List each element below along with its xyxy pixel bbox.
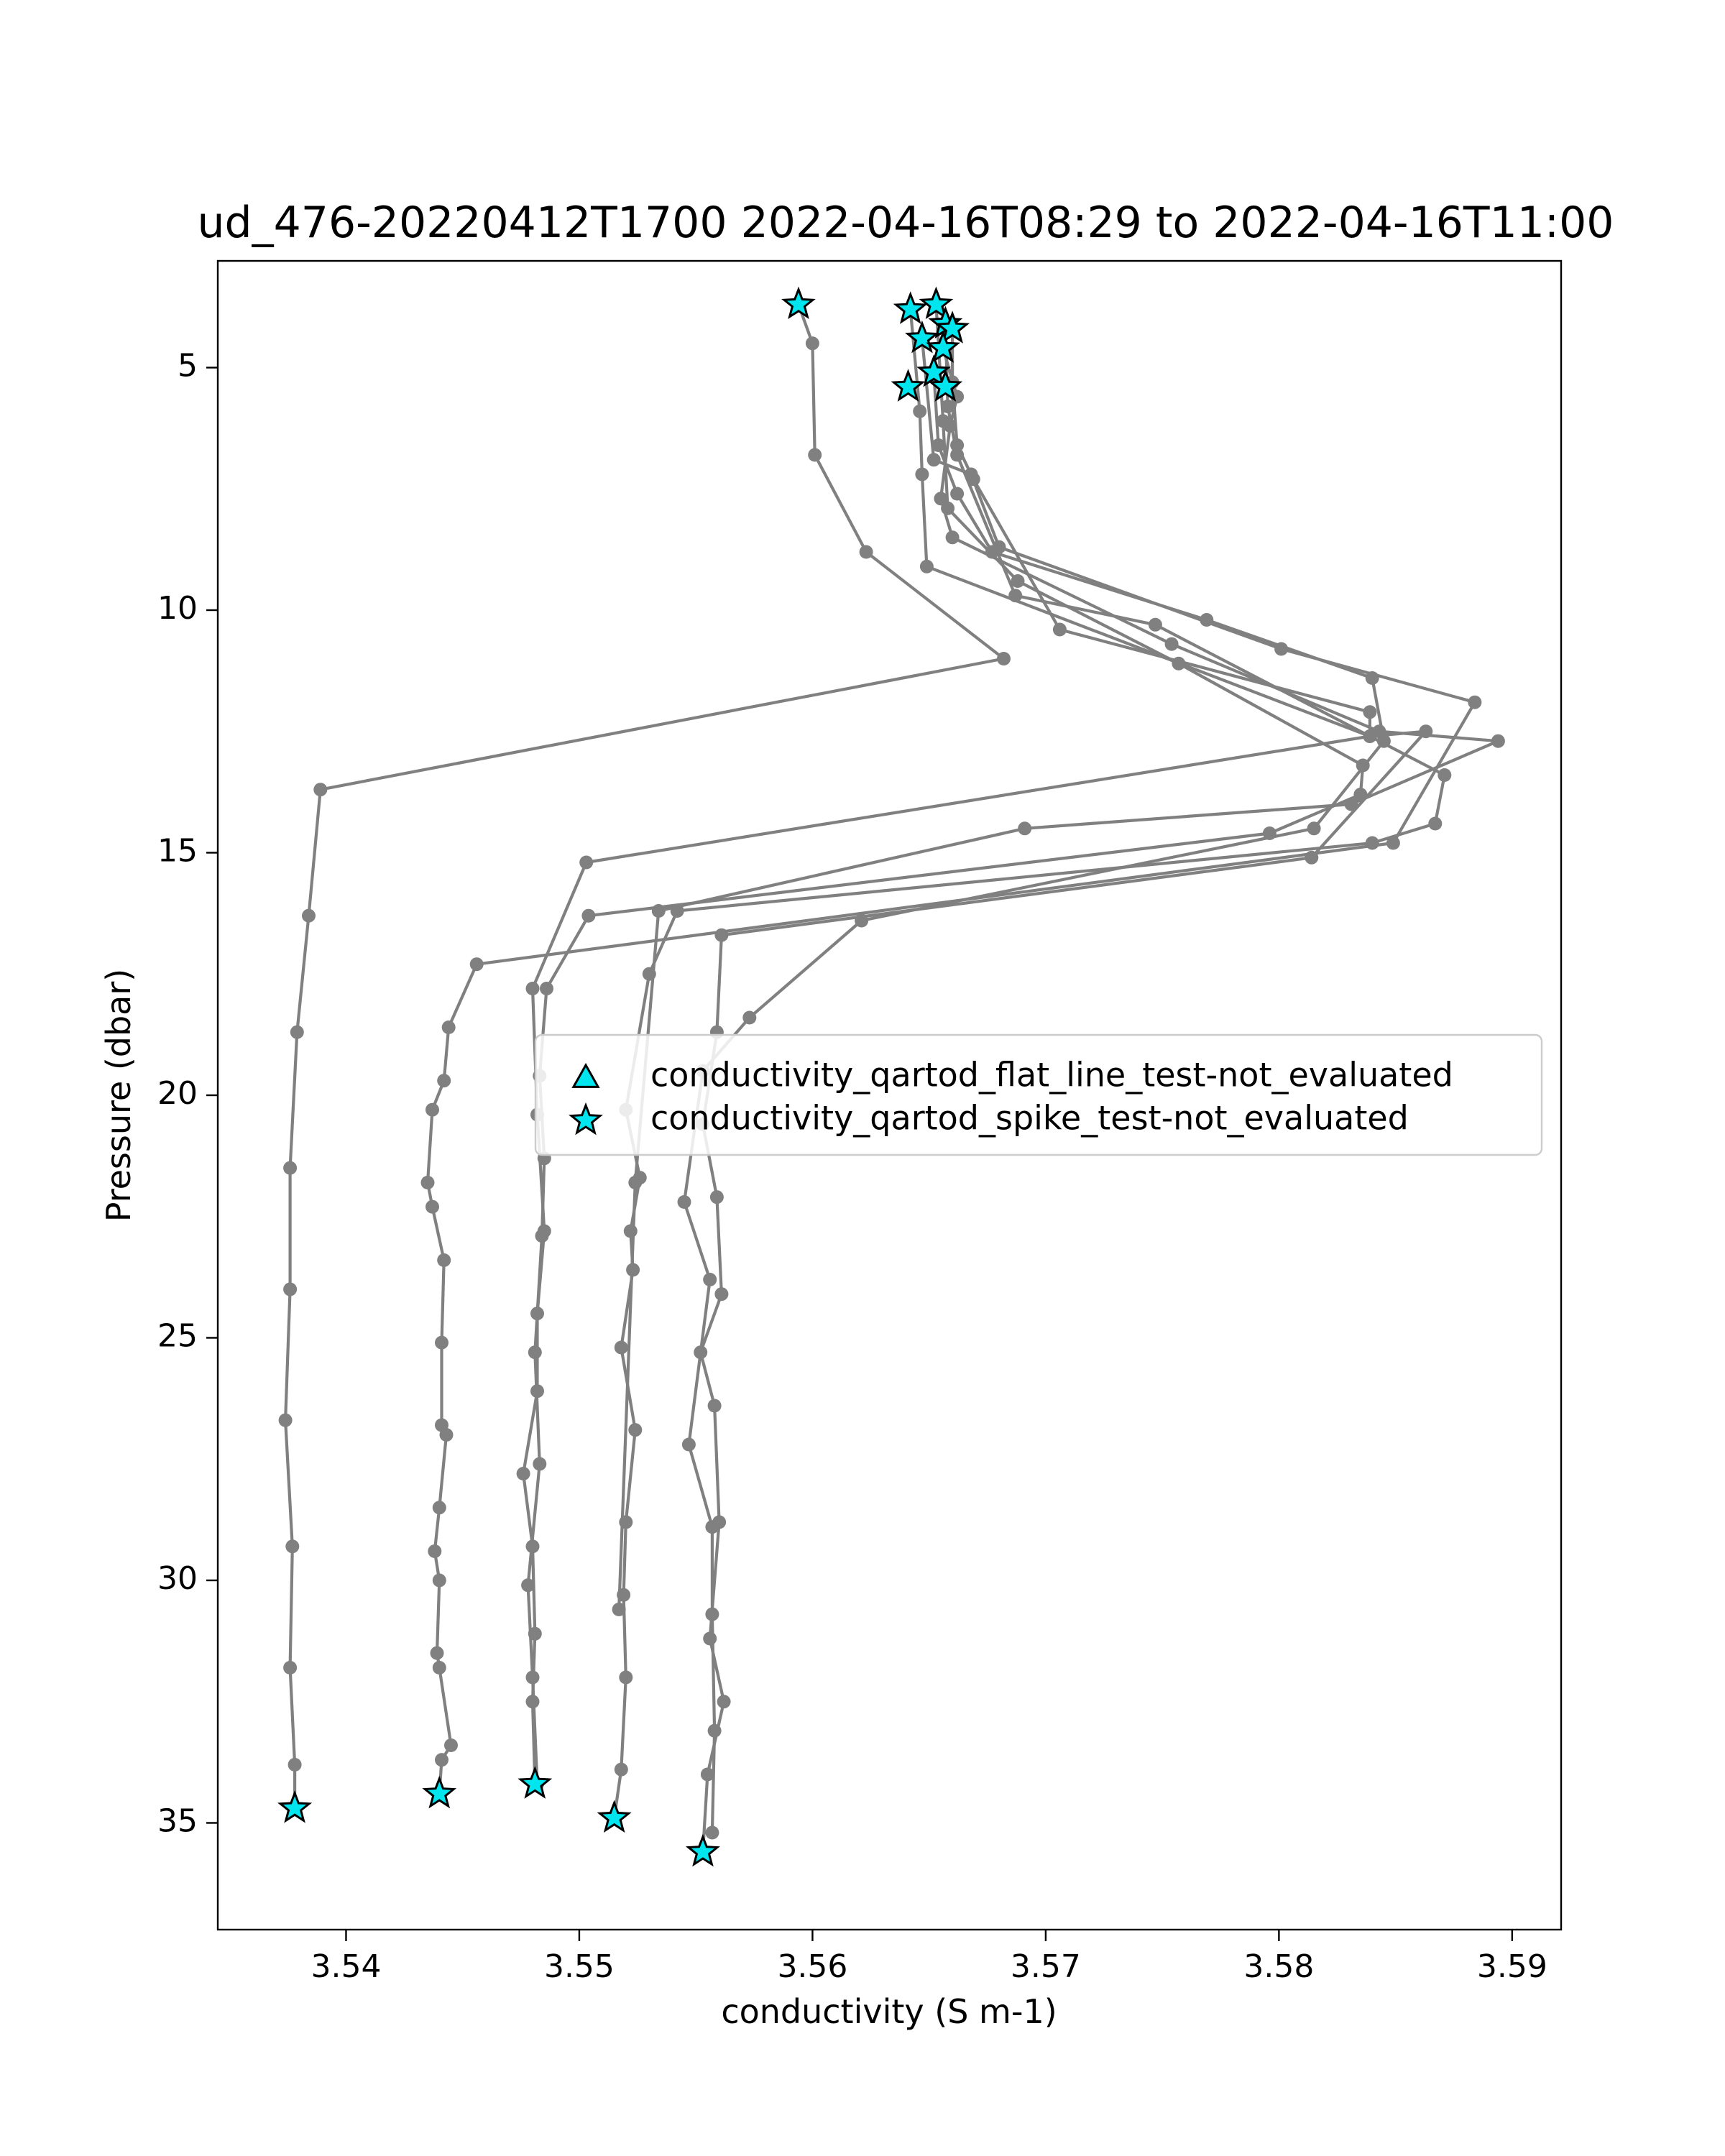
- profile-6-point-10: [714, 929, 728, 942]
- profile-1-point-7: [302, 909, 316, 923]
- profile-2-point-4: [920, 560, 934, 573]
- profile-1-point-14: [288, 1758, 302, 1772]
- profile-4-point-9: [442, 1021, 456, 1034]
- profile-4-point-14: [437, 1253, 451, 1267]
- profile-8-point-15: [705, 1520, 719, 1534]
- profile-1-point-3: [808, 448, 822, 462]
- profile-5-point-4: [1008, 589, 1022, 602]
- profile-6-point-14: [714, 1287, 728, 1301]
- profile-4-point-13: [426, 1200, 439, 1214]
- legend-label-spike-test: conductivity_qartod_spike_test-not_evaluated: [650, 1098, 1409, 1138]
- x-tick-label: 3.55: [543, 1948, 615, 1985]
- y-axis-label: Pressure (dbar): [99, 968, 138, 1222]
- profile-7-point-6: [1165, 637, 1179, 651]
- x-tick-label: 3.58: [1243, 1948, 1315, 1985]
- profile-1-point-4: [860, 545, 873, 559]
- profile-8-point-9: [855, 914, 868, 928]
- profile-1-point-11: [279, 1414, 293, 1427]
- y-tick-label: 30: [157, 1560, 198, 1597]
- profile-8-point-18: [705, 1826, 719, 1840]
- profile-4-point-8: [470, 957, 484, 971]
- profile-1-point-10: [283, 1283, 297, 1296]
- profile-7-point-3: [943, 419, 957, 433]
- profile-2-point-12: [517, 1467, 530, 1480]
- profile-6-point-19: [717, 1695, 731, 1708]
- profile-2-point-2: [913, 405, 926, 418]
- profile-8-point-5: [1200, 613, 1213, 627]
- x-tick-label: 3.56: [777, 1948, 848, 1985]
- profile-6-point-18: [703, 1632, 717, 1646]
- y-tick-label: 5: [178, 347, 198, 384]
- profile-8-point-7: [1377, 734, 1391, 748]
- profile-1-point-12: [285, 1539, 299, 1553]
- profile-6-point-4: [967, 472, 980, 486]
- profile-3-point-15: [533, 1457, 546, 1471]
- profile-5-point-8: [1366, 837, 1379, 850]
- profile-4-point-18: [433, 1501, 446, 1514]
- x-tick-label: 3.54: [310, 1948, 382, 1985]
- profile-3-point-9: [581, 909, 595, 923]
- profile-5-point-6: [1438, 768, 1451, 782]
- profile-8-point-12: [678, 1195, 691, 1209]
- profile-4-point-23: [444, 1738, 458, 1752]
- profile-3-point-17: [526, 1671, 540, 1685]
- profile-5-point-19: [619, 1671, 632, 1685]
- profile-8-point-10: [742, 1011, 756, 1025]
- profile-6-point-16: [708, 1399, 722, 1413]
- profile-6-point-3: [950, 438, 964, 452]
- profile-7-point-13: [612, 1603, 626, 1616]
- profile-5-point-15: [615, 1341, 628, 1355]
- profile-3-point-10: [540, 982, 553, 995]
- profile-1-point-5: [997, 652, 1011, 665]
- profile-4-point-24: [435, 1753, 448, 1766]
- profile-8-point-3: [950, 487, 964, 501]
- profile-4-point-15: [435, 1336, 448, 1350]
- profile-1-point-8: [290, 1026, 304, 1039]
- profile-7-point-10: [1018, 821, 1031, 835]
- profile-4-point-17: [440, 1428, 454, 1442]
- profile-7-point-4: [934, 492, 947, 505]
- profile-1-point-2: [806, 336, 819, 350]
- profile-4-point-20: [433, 1574, 446, 1588]
- profile-3-point-14: [528, 1345, 542, 1359]
- profile-6-point-13: [710, 1190, 724, 1204]
- profile-7-point-8: [1491, 734, 1505, 748]
- y-tick-label: 20: [157, 1075, 198, 1112]
- profile-3-point-13: [535, 1229, 549, 1243]
- profile-8-point-14: [682, 1438, 696, 1452]
- profile-8-point-13: [703, 1273, 717, 1286]
- y-tick-label: 10: [157, 590, 198, 627]
- profile-4-point-19: [428, 1544, 441, 1558]
- profile-1-point-9: [283, 1161, 297, 1175]
- profile-8-point-17: [708, 1724, 722, 1738]
- profile-8-point-16: [705, 1608, 719, 1621]
- profile-5-point-16: [628, 1423, 642, 1437]
- x-tick-label: 3.57: [1010, 1948, 1081, 1985]
- profile-8-point-8: [1307, 821, 1321, 835]
- profile-4-point-2: [927, 453, 941, 466]
- profile-6-point-9: [1305, 851, 1318, 865]
- profile-1-point-13: [283, 1661, 297, 1674]
- profile-3-point-16: [521, 1578, 535, 1592]
- profile-1-point-6: [313, 783, 327, 796]
- y-tick-label: 35: [157, 1802, 198, 1840]
- x-tick-label: 3.59: [1476, 1948, 1547, 1985]
- profile-2-point-7: [526, 982, 540, 995]
- profile-5-point-13: [624, 1225, 638, 1238]
- x-axis-label: conductivity (S m-1): [721, 1992, 1057, 2031]
- profile-7-point-12: [628, 1176, 642, 1189]
- profile-4-point-10: [437, 1074, 451, 1087]
- profile-6-point-5: [1053, 623, 1067, 637]
- profile-7-point-11: [652, 904, 666, 918]
- profile-5-point-5: [1149, 618, 1162, 632]
- profile-6-point-6: [1363, 705, 1376, 719]
- y-tick-label: 15: [157, 832, 198, 870]
- profile-2-point-6: [579, 856, 593, 870]
- profile-8-point-4: [985, 545, 999, 559]
- profile-8-point-2: [932, 438, 945, 452]
- legend-label-flat-line-test: conductivity_qartod_flat_line_test-not_evaluated: [650, 1055, 1453, 1095]
- profile-7-point-9: [1345, 798, 1358, 811]
- profile-5-point-20: [615, 1763, 628, 1777]
- profile-4-point-6: [1468, 696, 1481, 709]
- profile-4-point-11: [426, 1103, 439, 1117]
- y-tick-label: 25: [157, 1317, 198, 1355]
- profile-8-point-6: [1366, 671, 1379, 685]
- profile-5-point-7: [1428, 817, 1442, 831]
- legend: [535, 1035, 1542, 1155]
- profile-4-point-22: [433, 1661, 446, 1674]
- profile-4-point-12: [421, 1176, 435, 1189]
- profile-4-point-21: [431, 1646, 444, 1660]
- profile-2-point-3: [915, 468, 929, 482]
- chart-title: ud_476-20220412T1700 2022-04-16T08:29 to 2022-04-16T11:00: [197, 198, 1614, 248]
- profile-7-point-5: [946, 530, 960, 544]
